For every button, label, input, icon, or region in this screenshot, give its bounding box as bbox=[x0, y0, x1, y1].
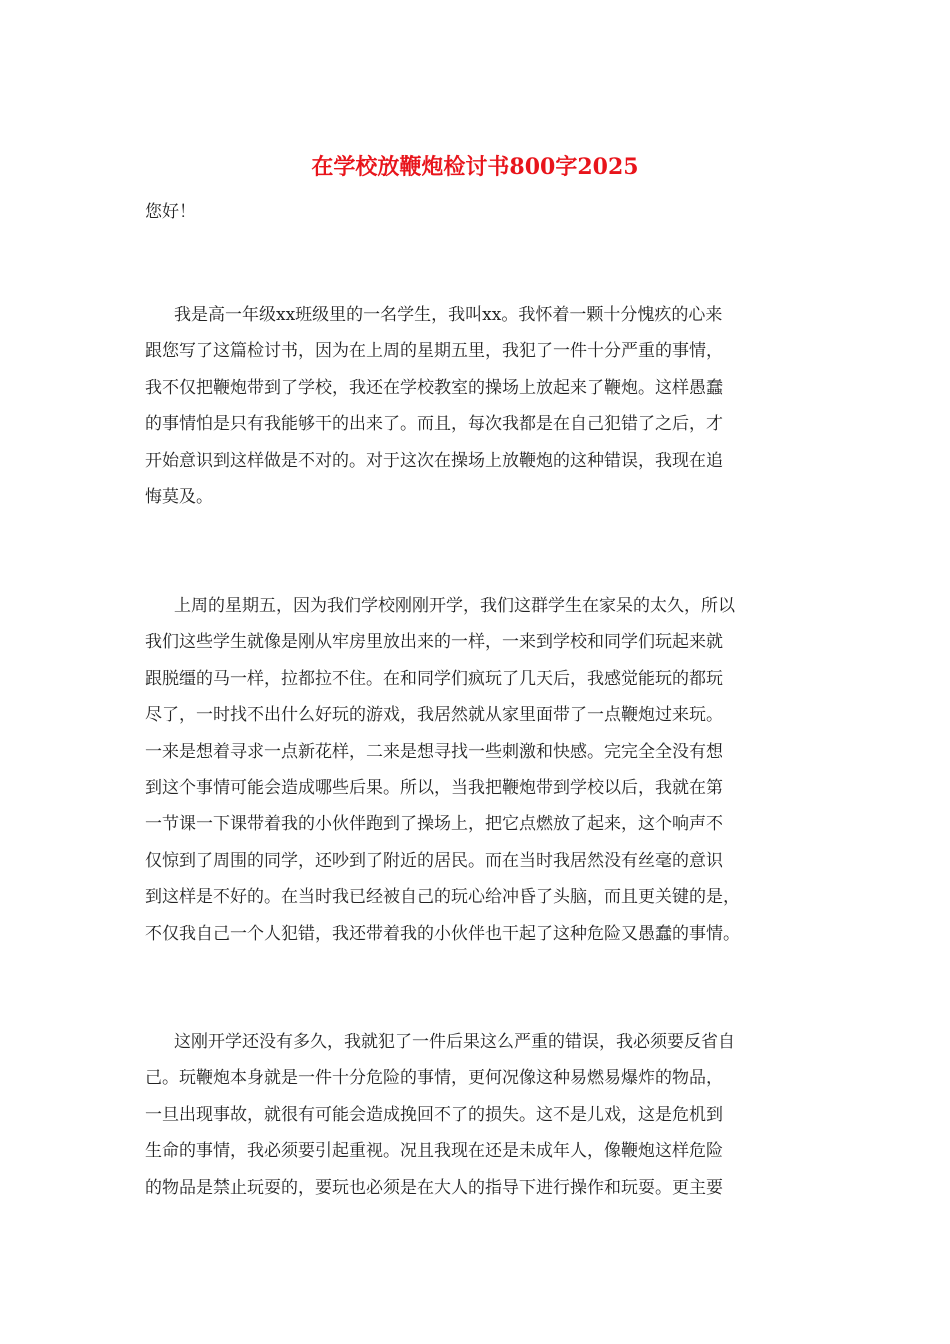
paragraph-line: 开始意识到这样做是不对的。对于这次在操场上放鞭炮的这种错误，我现在追 bbox=[145, 450, 723, 471]
paragraph-line: 上周的星期五，因为我们学校刚刚开学，我们这群学生在家呆的太久，所以 bbox=[174, 596, 735, 616]
paragraph-line: 我不仅把鞭炮带到了学校，我还在学校教室的操场上放起来了鞭炮。这样愚蠢 bbox=[145, 377, 723, 398]
paragraph-1 bbox=[145, 297, 810, 515]
paragraph-3 bbox=[145, 1024, 810, 1206]
paragraph-line: 的物品是禁止玩耍的，要玩也必须是在大人的指导下进行操作和玩耍。更主要 bbox=[145, 1177, 723, 1198]
paragraph-line: 跟您写了这篇检讨书，因为在上周的星期五里，我犯了一件十分严重的事情， bbox=[145, 341, 723, 362]
paragraph-line: 己。玩鞭炮本身就是一件十分危险的事情，更何况像这种易燃易爆炸的物品， bbox=[145, 1068, 723, 1089]
paragraph-line: 生命的事情，我必须要引起重视。况且我现在还是未成年人，像鞭炮这样危险 bbox=[145, 1141, 723, 1162]
paragraph-line: 的事情怕是只有我能够干的出来了。而且，每次我都是在自己犯错了之后，才 bbox=[145, 414, 723, 435]
paragraph-line: 一来是想着寻求一点新花样，二来是想寻找一些刺激和快感。完完全全没有想 bbox=[145, 741, 723, 762]
document-title: 在学校放鞭炮检讨书800字2025 bbox=[311, 154, 639, 180]
paragraph-line: 我们这些学生就像是刚从牢房里放出来的一样，一来到学校和同学们玩起来就 bbox=[145, 632, 723, 653]
paragraph-line: 悔莫及。 bbox=[145, 487, 213, 508]
paragraph-line: 仅惊到了周围的同学，还吵到了附近的居民。而在当时我居然没有丝毫的意识 bbox=[145, 850, 723, 871]
paragraph-2 bbox=[145, 588, 810, 952]
paragraph-line: 尽了，一时找不出什么好玩的游戏，我居然就从家里面带了一点鞭炮过来玩。 bbox=[145, 705, 723, 726]
paragraph-line: 跟脱缰的马一样，拉都拉不住。在和同学们疯玩了几天后，我感觉能玩的都玩 bbox=[145, 668, 723, 689]
paragraph-line: 这刚开学还没有多久，我就犯了一件后果这么严重的错误，我必须要反省自 bbox=[174, 1032, 735, 1052]
paragraph-line: 一旦出现事故，就很有可能会造成挽回不了的损失。这不是儿戏，这是危机到 bbox=[145, 1104, 723, 1125]
greeting-line: 您好！ bbox=[145, 202, 196, 222]
paragraph-line: 一节课一下课带着我的小伙伴跑到了操场上，把它点燃放了起来，这个响声不 bbox=[145, 814, 723, 835]
paragraph-line: 到这个事情可能会造成哪些后果。所以，当我把鞭炮带到学校以后，我就在第 bbox=[145, 778, 723, 799]
paragraph-line: 我是高一年级xx班级里的一名学生，我叫xx。我怀着一颗十分愧疚的心来 bbox=[174, 305, 723, 325]
paragraph-line: 到这样是不好的。在当时我已经被自己的玩心给冲昏了头脑，而且更关键的是， bbox=[145, 887, 740, 908]
paragraph-line: 不仅我自己一个人犯错，我还带着我的小伙伴也干起了这种危险又愚蠢的事情。 bbox=[145, 923, 740, 944]
